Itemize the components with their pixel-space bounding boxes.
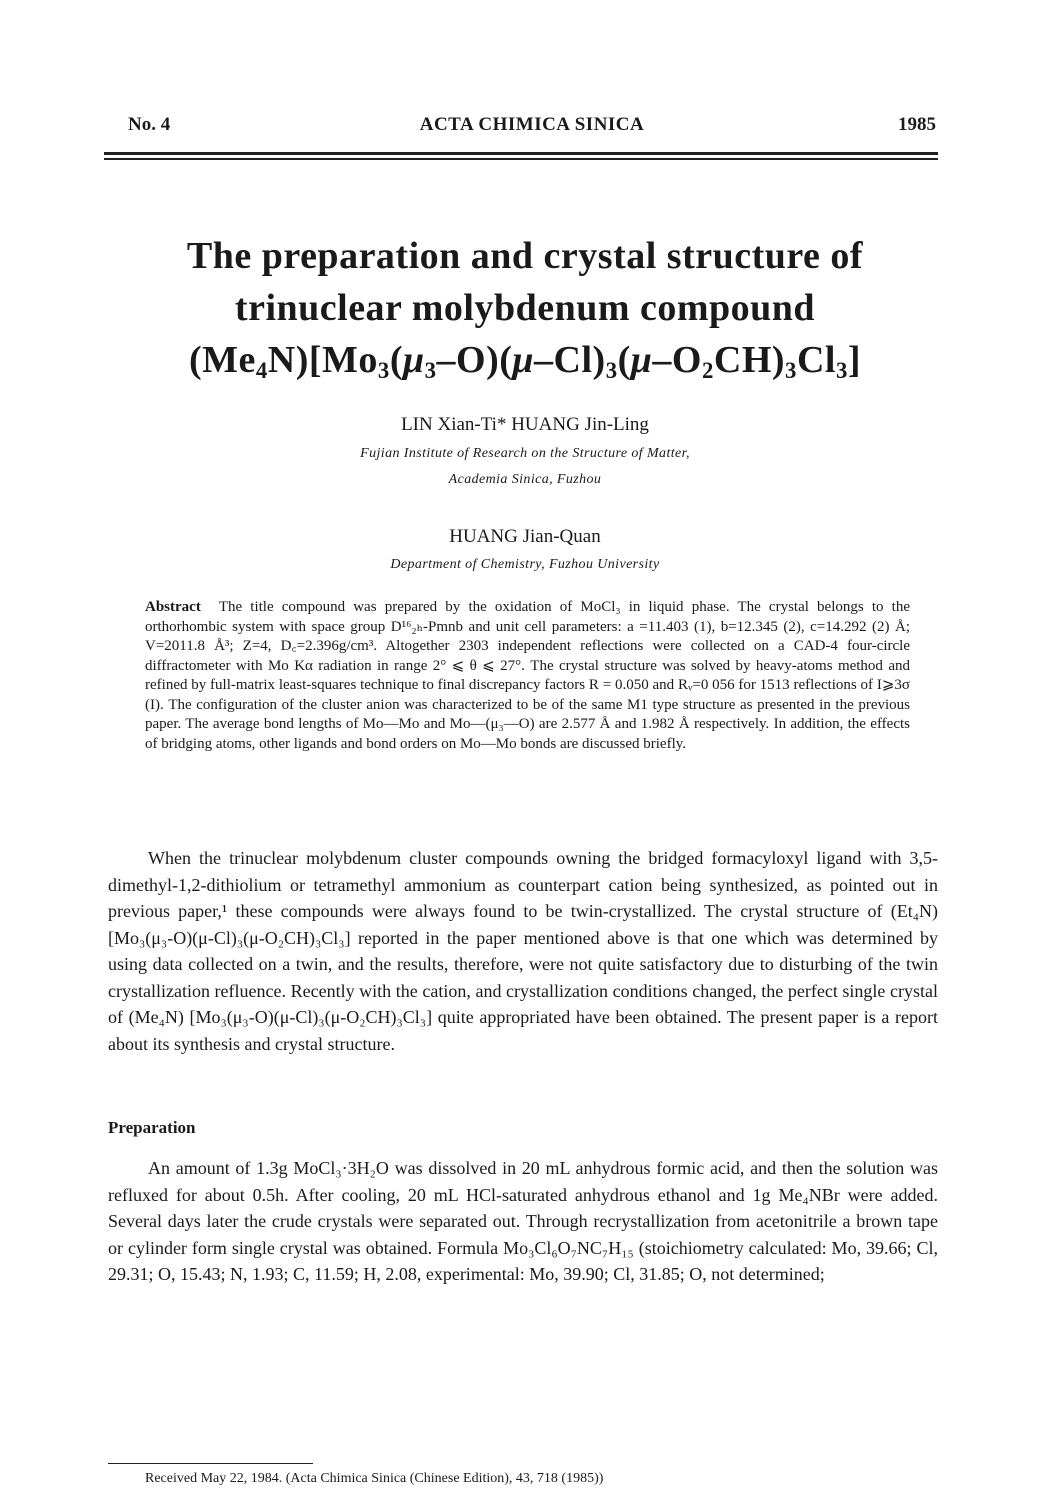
affiliation-2: Department of Chemistry, Fuzhou University: [390, 557, 660, 572]
intro-paragraph: [108, 845, 938, 1057]
footnote-rule: [108, 1463, 313, 1464]
author-group-1: LIN Xian-Ti* HUANG Jin-Ling: [401, 414, 649, 435]
header-rule-thin: [104, 158, 938, 160]
title-line-1: The preparation and crystal structure of: [186, 235, 864, 277]
footnote: Received May 22, 1984. (Acta Chimica Sinica (Chinese Edition), 43, 718 (1985)): [145, 1471, 604, 1486]
affiliation-1-line-1: Fujian Institute of Research on the Structure of Matter,: [360, 446, 690, 461]
running-header: [128, 114, 936, 144]
header-rule-thick: [104, 152, 938, 155]
abstract-text: The title compound was prepared by the oxidation of MoCl₃ in liquid phase. The crystal belongs to the orthorhombic system with space group D¹⁶₂ₕ-Pmnb and unit cell parameters: a =11.403 (1), b=12.345 (2), c=14.292 (2) Å; V=2011.8 Å³; Z=4, D꜀=2.396g/cm³. Altogether 2303 independent reflections were collected on a CAD-4 four-circle diffractometer with Mo Kα radiation in range 2° ⩽ θ ⩽ 27°. The crystal structure was solved by heavy-atoms method and refined by full-matrix least-squares technique to final discrepancy factors R = 0.050 and Rᵥ=0 056 for 1513 reflections of I⩾3σ (I). The configuration of the cluster anion was characterized to be of the same M1 type structure as presented in the previous paper. The average bond lengths of Mo—Mo and Mo—(μ₃—O) are 2.577 Å and 1.982 Å respectively. In addition, the effects of bridging atoms, other ligands and bond orders on Mo—Mo bonds are discussed briefly.: [145, 599, 910, 752]
author-group-2: HUANG Jian-Quan: [449, 526, 601, 547]
issue-number: No. 4: [128, 114, 171, 135]
preparation-text: An amount of 1.3g MoCl₃·3H₂O was dissolved in 20 mL anhydrous formic acid, and then the solution was refluxed for about 0.5h. After cooling, 20 mL HCl-saturated anhydrous ethanol and 1g Me₄NBr were added. Several days later the crude crystals were separated out. Through recrystallization from acetonitrile a brown tape or cylinder form single crystal was obtained. Formula Mo₃Cl₆O₇NC₇H₁₅ (stoichiometry calculated: Mo, 39.66; Cl, 29.31; O, 15.43; N, 1.93; C, 11.59; H, 2.08, experimental: Mo, 39.90; Cl, 31.85; O, not determined;: [108, 1158, 938, 1284]
paper-title: [110, 230, 940, 386]
intro-text: When the trinuclear molybdenum cluster compounds owning the bridged formacyloxyl ligand with 3,5-dimethyl-1,2-dithiolium or tetramethyl ammonium as counterpart cation being synthesized, as pointed out in previous paper,¹ these compounds were always found to be twin-crystallized. The crystal structure of (Et₄N) [Mo₃(μ₃-O)(μ-Cl)₃(μ-O₂CH)₃Cl₃] reported in the paper mentioned above is that one which was determined by using data collected on a twin, and the results, therefore, were not quite satisfactory due to disturbing of the twin crystallization refluence. Recently with the cation, and crystallization conditions changed, the perfect single crystal of (Me₄N) [Mo₃(μ₃-O)(μ-Cl)₃(μ-O₂CH)₃Cl₃] quite appropriated have been obtained. The present paper is a report about its synthesis and crystal structure.: [108, 848, 938, 1054]
abstract: [145, 598, 910, 754]
title-formula: $(Me_4N)[Mo_3(\mu_3-O)(\mu-Cl)_3(\mu-O_2CH)_3Cl_3]$: [189, 339, 861, 383]
affiliation-1-line-2: Academia Sinica, Fuzhou: [448, 472, 602, 487]
preparation-paragraph: [108, 1155, 938, 1288]
section-heading-preparation: Preparation: [108, 1118, 196, 1137]
title-line-2: trinuclear molybdenum compound: [234, 287, 816, 329]
page-year: 1985: [898, 114, 936, 135]
abstract-label: Abstract: [145, 599, 201, 615]
journal-name: ACTA CHIMICA SINICA: [419, 114, 645, 135]
